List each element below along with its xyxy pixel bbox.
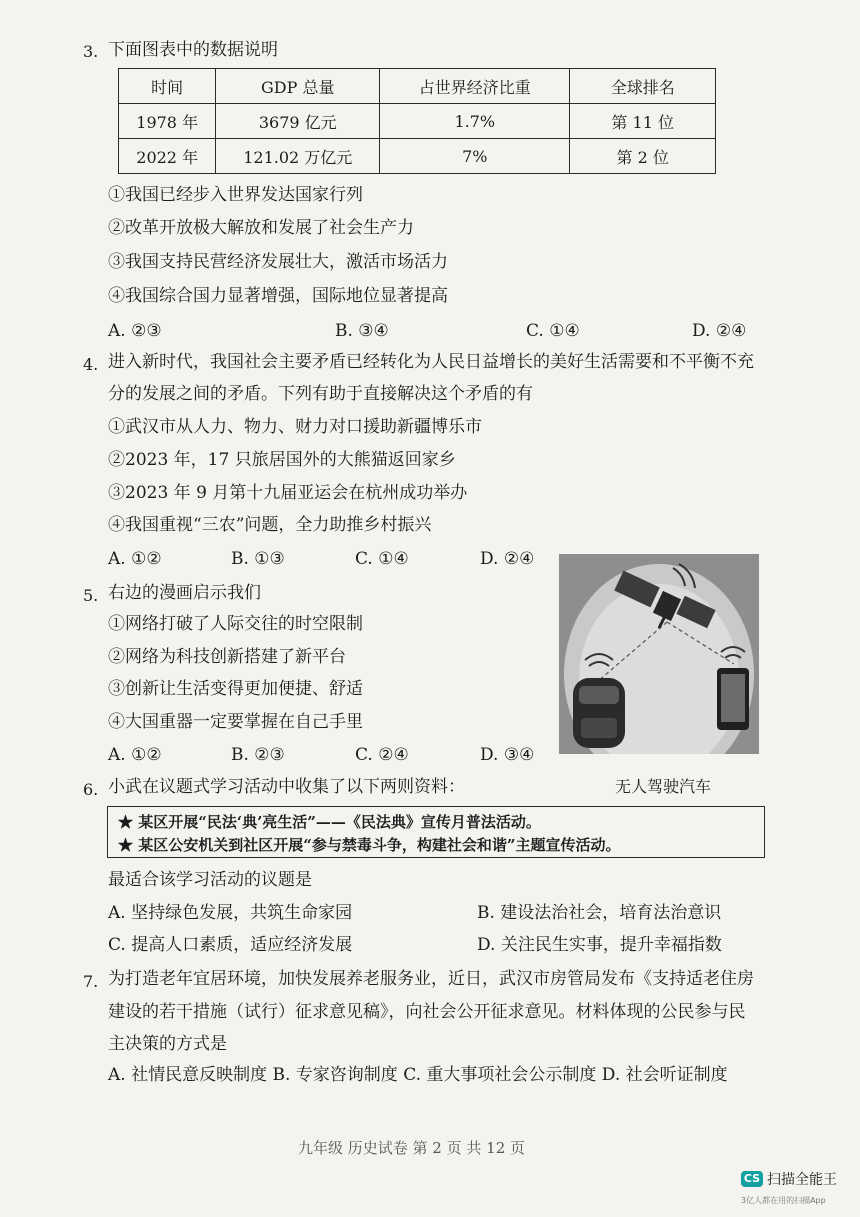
question-number: 3. bbox=[83, 42, 99, 61]
table-cell: 1.7% bbox=[380, 104, 570, 139]
camscanner-logo-icon: CS bbox=[741, 1171, 763, 1187]
material-line: ★ 某区公安机关到社区开展“参与禁毒斗争，构建社会和谐”主题宣传活动。 bbox=[118, 836, 621, 854]
q4-option-a: A. ①② bbox=[108, 549, 162, 569]
table-cell: 121.02 万亿元 bbox=[216, 139, 380, 174]
q5-statement: ③创新让生活变得更加便捷、舒适 bbox=[108, 679, 363, 699]
q3-option-a: A. ②③ bbox=[108, 321, 162, 341]
q3-option-c: C. ①④ bbox=[526, 321, 580, 341]
table-cell: 3679 亿元 bbox=[216, 104, 380, 139]
question-number: 6. bbox=[83, 780, 99, 799]
q5-option-d: D. ③④ bbox=[480, 745, 535, 765]
q7-stem-line2: 建设的若干措施（试行）征求意见稿》，向社会公开征求意见。材料体现的公民参与民 bbox=[108, 1002, 746, 1022]
q5-statement: ④大国重器一定要掌握在自己手里 bbox=[108, 712, 363, 732]
q4-statement: ②2023 年，17 只旅居国外的大熊猫返回家乡 bbox=[108, 450, 456, 470]
q3-option-d: D. ②④ bbox=[692, 321, 747, 341]
material-line: ★ 某区开展“民法‘典’亮生活”——《民法典》宣传月普法活动。 bbox=[118, 813, 541, 831]
q5-option-b: B. ②③ bbox=[231, 745, 285, 765]
question-number: 5. bbox=[83, 586, 99, 605]
q7-stem-line1: 为打造老年宜居环境，加快发展养老服务业，近日，武汉市房管局发布《支持适老住房 bbox=[108, 969, 754, 989]
table-cell: 第 2 位 bbox=[570, 139, 716, 174]
q5-statement: ②网络为科技创新搭建了新平台 bbox=[108, 647, 346, 667]
q6-question: 最适合该学习活动的议题是 bbox=[108, 870, 312, 890]
q4-option-b: B. ①③ bbox=[231, 549, 285, 569]
table-cell: 1978 年 bbox=[119, 104, 216, 139]
q4-statement: ③2023 年 9 月第十九届亚运会在杭州成功举办 bbox=[108, 483, 468, 503]
q4-statement: ④我国重视“三农”问题，全力助推乡村振兴 bbox=[108, 515, 432, 535]
q3-statement: ①我国已经步入世界发达国家行列 bbox=[108, 185, 363, 205]
driverless-car-cartoon bbox=[559, 554, 759, 754]
q6-option-b: B. 建设法治社会，培育法治意识 bbox=[477, 903, 722, 923]
table-header: 占世界经济比重 bbox=[380, 69, 570, 104]
table-row bbox=[119, 139, 716, 174]
q3-stem: 下面图表中的数据说明 bbox=[108, 40, 278, 60]
gdp-table bbox=[118, 68, 716, 174]
q5-option-a: A. ①② bbox=[108, 745, 162, 765]
q6-material-box bbox=[107, 806, 765, 858]
q4-statement: ①武汉市从人力、物力、财力对口援助新疆博乐市 bbox=[108, 417, 482, 437]
table-cell: 7% bbox=[380, 139, 570, 174]
question-number: 4. bbox=[83, 355, 99, 374]
q5-stem: 右边的漫画启示我们 bbox=[108, 583, 261, 603]
q3-option-b: B. ③④ bbox=[335, 321, 389, 341]
q4-stem-line1: 进入新时代，我国社会主要矛盾已经转化为人民日益增长的美好生活需要和不平衡不充 bbox=[108, 352, 754, 372]
question-number: 7. bbox=[83, 972, 99, 991]
camscanner-name: 扫描全能王 bbox=[767, 1172, 837, 1188]
table-cell: 2022 年 bbox=[119, 139, 216, 174]
q3-statement: ②改革开放极大解放和发展了社会生产力 bbox=[108, 218, 414, 238]
q7-stem-line3: 主决策的方式是 bbox=[108, 1034, 227, 1054]
q3-statement: ③我国支持民营经济发展壮大，激活市场活力 bbox=[108, 252, 448, 272]
q4-stem-line2: 分的发展之间的矛盾。下列有助于直接解决这个矛盾的有 bbox=[108, 384, 533, 404]
q6-option-d: D. 关注民生实事，提升幸福指数 bbox=[477, 935, 722, 955]
q7-options: A. 社情民意反映制度 B. 专家咨询制度 C. 重大事项社会公示制度 D. 社会听证制度 bbox=[108, 1065, 728, 1085]
table-header: GDP 总量 bbox=[216, 69, 380, 104]
cartoon-illustration bbox=[559, 554, 759, 754]
q6-option-c: C. 提高人口素质，适应经济发展 bbox=[108, 935, 353, 955]
camscanner-subtitle: 3亿人都在用的扫描App bbox=[741, 1196, 826, 1205]
q6-option-a: A. 坚持绿色发展，共筑生命家园 bbox=[108, 903, 353, 923]
table-header: 时间 bbox=[119, 69, 216, 104]
q5-statement: ①网络打破了人际交往的时空限制 bbox=[108, 614, 363, 634]
cartoon-caption: 无人驾驶汽车 bbox=[615, 777, 712, 796]
table-header-row bbox=[119, 69, 716, 104]
table-cell: 第 11 位 bbox=[570, 104, 716, 139]
q4-option-d: D. ②④ bbox=[480, 549, 535, 569]
q6-stem: 小武在议题式学习活动中收集了以下两则资料： bbox=[108, 777, 465, 797]
q5-option-c: C. ②④ bbox=[355, 745, 409, 765]
page-footer: 九年级 历史试卷 第 2 页 共 12 页 bbox=[298, 1139, 526, 1157]
table-header: 全球排名 bbox=[570, 69, 716, 104]
q4-option-c: C. ①④ bbox=[355, 549, 409, 569]
table-row bbox=[119, 104, 716, 139]
q3-statement: ④我国综合国力显著增强，国际地位显著提高 bbox=[108, 286, 448, 306]
